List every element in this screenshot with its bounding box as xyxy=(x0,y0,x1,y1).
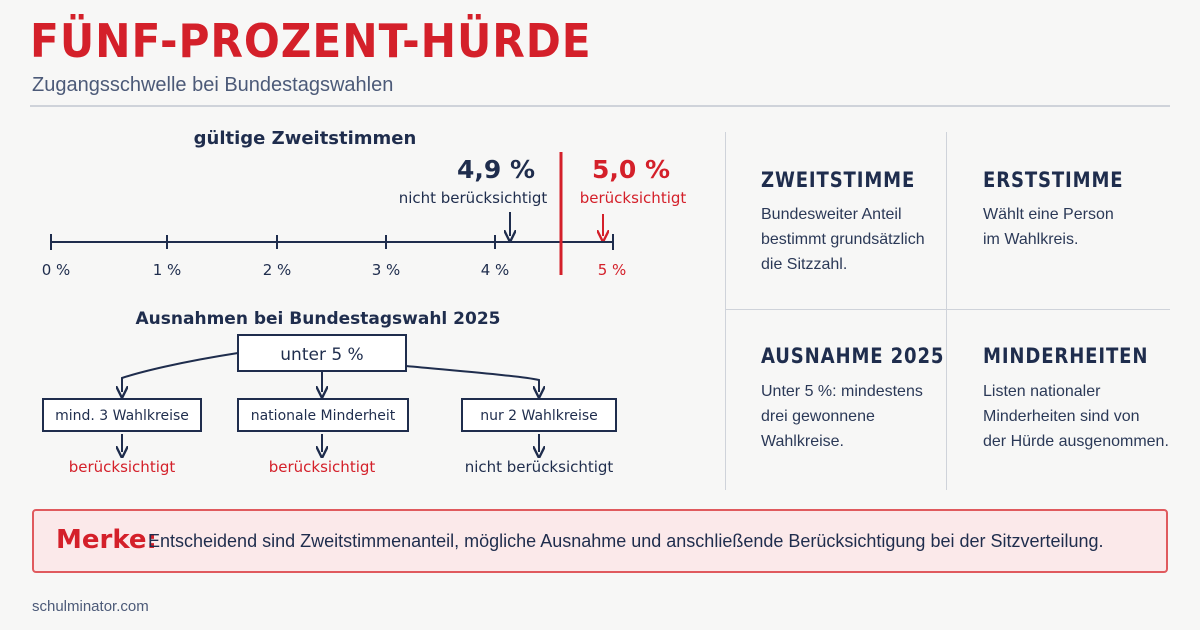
tick-label-1: 1 % xyxy=(152,261,182,279)
branch-result-1: berücksichtigt xyxy=(68,458,176,476)
below-threshold-value: 4,9 % xyxy=(456,155,536,184)
card-grid-divider-horizontal xyxy=(725,309,1170,310)
page-title: FÜNF-PROZENT-HÜRDE xyxy=(30,14,592,68)
branch-result-2: berücksichtigt xyxy=(268,458,376,476)
merke-label: Merke: xyxy=(56,525,157,555)
threshold-diagram xyxy=(0,110,700,495)
card-title-ausnahme: AUSNAHME 2025 xyxy=(761,344,945,368)
tick-label-3: 3 % xyxy=(371,261,401,279)
source-footer: schulminator.com xyxy=(32,598,149,615)
card-text-minderheiten: Listen nationaler Minderheiten sind von der Hürde ausgenommen. xyxy=(983,383,1169,450)
branch-label-1: mind. 3 Wahlkreise xyxy=(55,408,189,424)
branch-label-3: nur 2 Wahlkreise xyxy=(480,408,598,424)
exceptions-heading: Ausnahmen bei Bundestagswahl 2025 xyxy=(135,309,501,329)
card-title-zweitstimme: ZWEITSTIMME xyxy=(761,168,916,192)
branch-label-2: nationale Minderheit xyxy=(250,408,396,424)
tick-label-0: 0 % xyxy=(41,261,71,279)
section-divider xyxy=(725,132,726,490)
at-threshold-label: berücksichtigt xyxy=(579,189,687,207)
tick-label-4: 4 % xyxy=(480,261,510,279)
below-threshold-label: nicht berücksichtigt xyxy=(398,189,548,207)
page-subtitle: Zugangsschwelle bei Bundestagswahlen xyxy=(32,74,394,96)
card-text-ausnahme: Unter 5 %: mindestens drei gewonnene Wahlkreise. xyxy=(761,383,923,450)
tick-label-5: 5 % xyxy=(597,261,627,279)
connector-right xyxy=(406,366,539,392)
branch-result-3: nicht berücksichtigt xyxy=(464,458,614,476)
root-label: unter 5 % xyxy=(280,345,364,365)
card-title-minderheiten: MINDERHEITEN xyxy=(983,344,1149,368)
card-title-erststimme: ERSTSTIMME xyxy=(983,168,1124,192)
at-threshold-value: 5,0 % xyxy=(591,155,671,184)
card-text-zweitstimme: Bundesweiter Anteil bestimmt grundsätzlich die Sitzzahl. xyxy=(761,206,925,273)
scale-heading: gültige Zweitstimmen xyxy=(193,128,417,149)
merke-text: Entscheidend sind Zweitstimmenanteil, mögliche Ausnahme und anschließende Berücksichtigung bei der Sitzverteilung. xyxy=(148,531,1104,551)
tick-label-2: 2 % xyxy=(262,261,292,279)
merke-box xyxy=(32,509,1168,573)
card-text-erststimme: Wählt eine Person im Wahlkreis. xyxy=(983,206,1114,248)
header-divider xyxy=(30,105,1170,107)
connector-left xyxy=(122,353,238,392)
